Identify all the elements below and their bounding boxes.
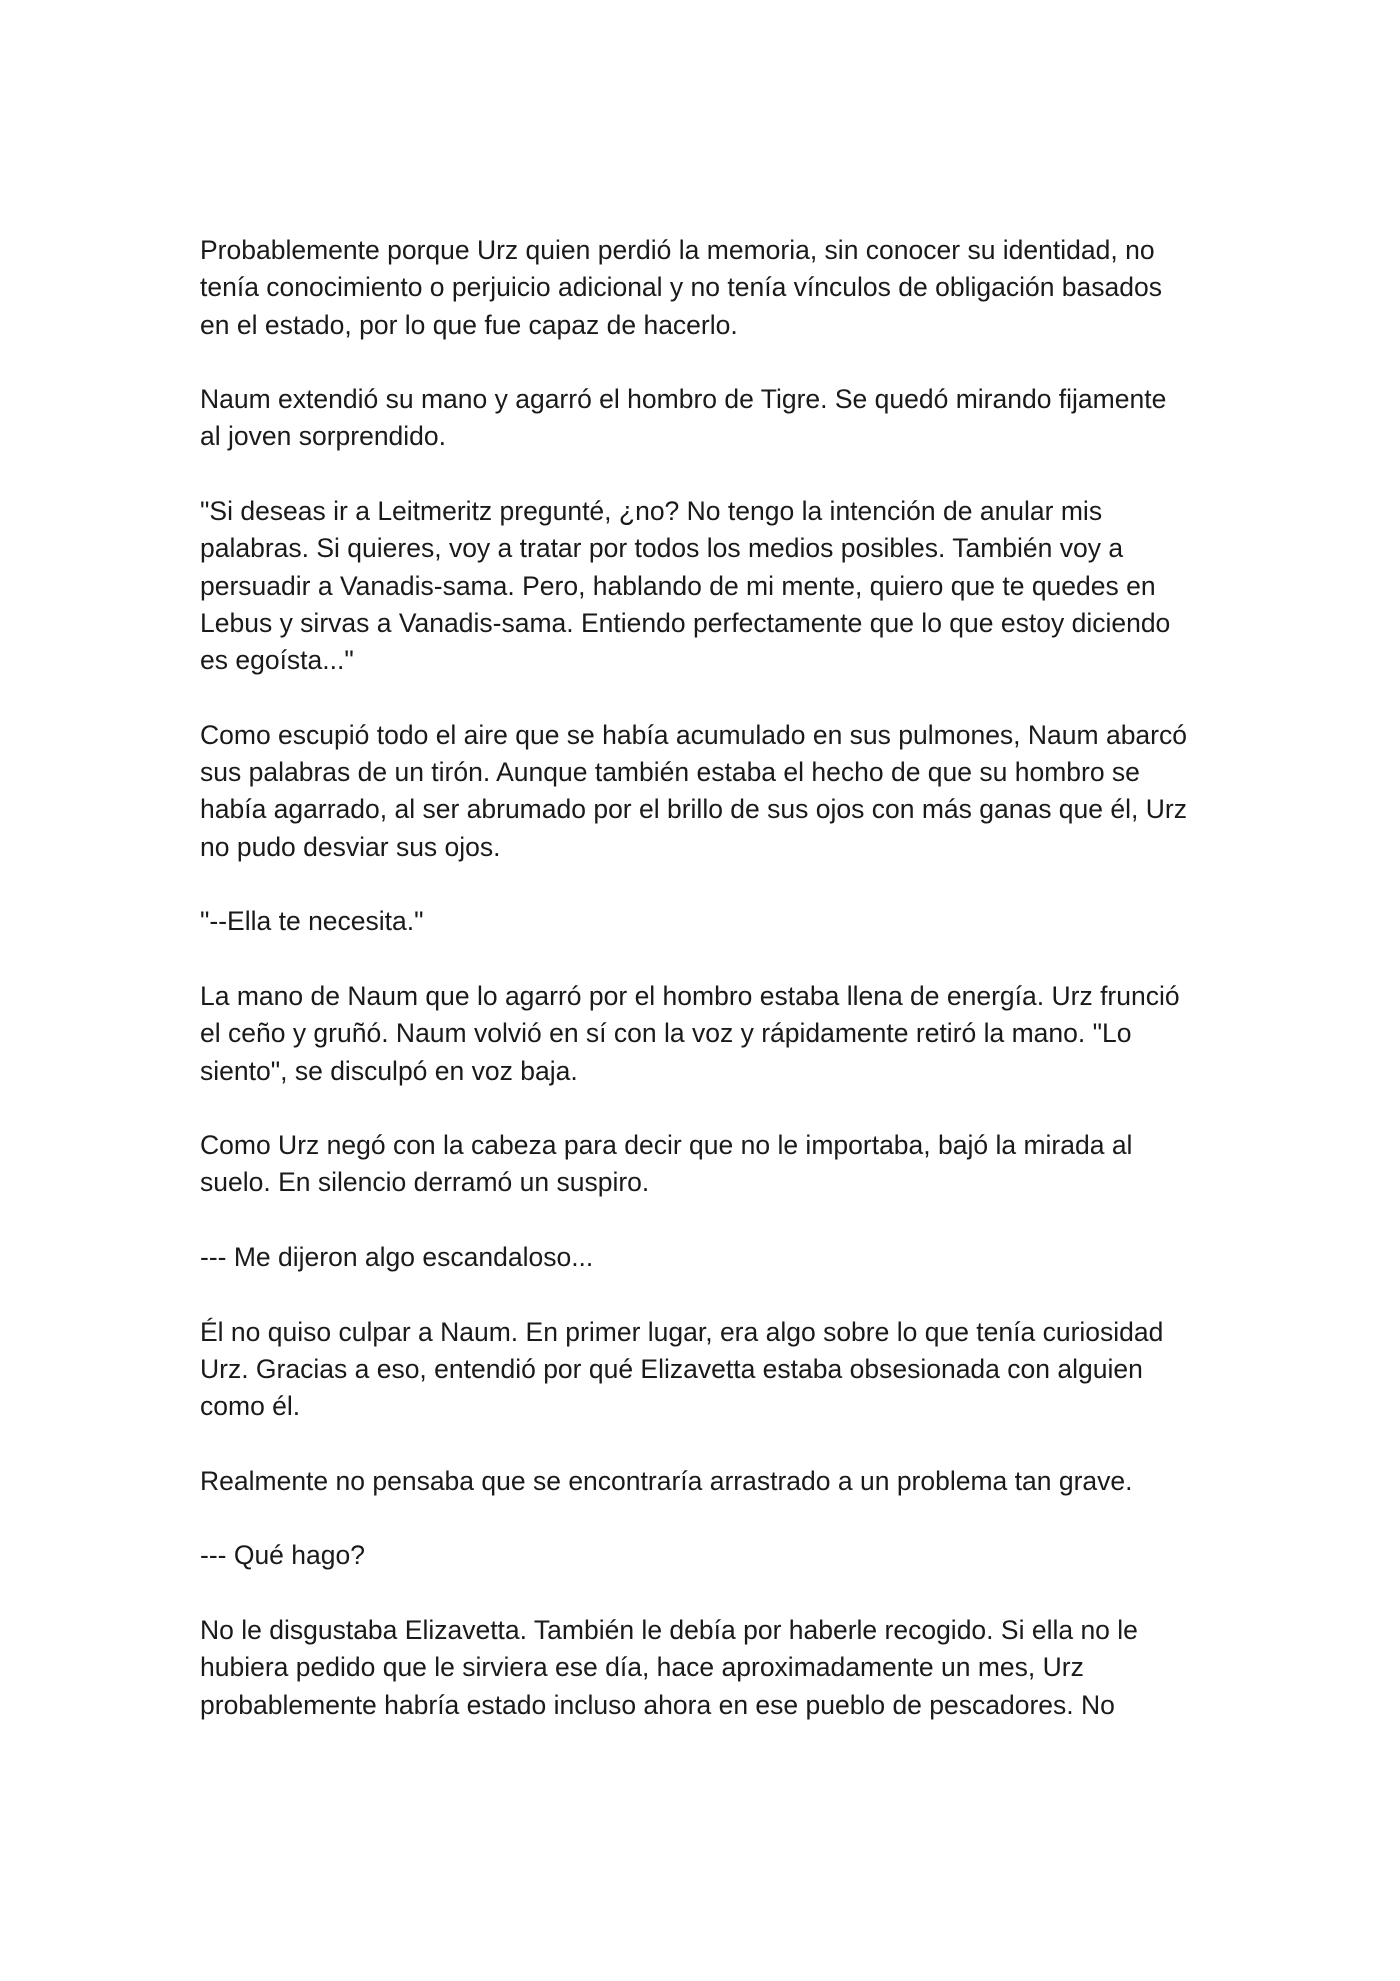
paragraph-10: Realmente no pensaba que se encontraría arrastrado a un problema tan grave. [200, 1465, 1133, 1496]
paragraph-1: Probablemente porque Urz quien perdió la memoria, sin conocer su identidad, no tenía conocimiento o perjuicio adicional y no tenía vínculos de obligación basados en el estado, por lo que fue capaz de hacerlo. [200, 235, 1162, 340]
paragraph-5: "--Ella te necesita." [200, 906, 424, 937]
document-body [200, 232, 1190, 1761]
paragraph-9: Él no quiso culpar a Naum. En primer lugar, era algo sobre lo que tenía curiosidad Urz. Gracias a eso, entendió por qué Elizavetta estaba obsesionada con alguien como él. [200, 1316, 1164, 1422]
paragraph-2: Naum extendió su mano y agarró el hombro de Tigre. Se quedó mirando fijamente al joven sorprendido. [200, 384, 1167, 452]
paragraph-6: La mano de Naum que lo agarró por el hombro estaba llena de energía. Urz frunció el ceño y gruñó. Naum volvió en sí con la voz y rápidamente retiró la mano. "Lo siento", se disculpó en voz baja. [200, 980, 1180, 1086]
paragraph-8: --- Me dijeron algo escandaloso... [200, 1242, 594, 1273]
paragraph-3: "Si deseas ir a Leitmeritz pregunté, ¿no? No tengo la intención de anular mis palabras. Si quieres, voy a tratar por todos los medios posibles. También voy a persuadir a Vanadis-sama. Pero, hablando de mi mente, quiero que te quedes en Lebus y sirvas a Vanadis-sama. Entiendo perfectamente que lo que estoy diciendo es egoísta..." [200, 496, 1171, 676]
paragraph-4: Como escupió todo el aire que se había acumulado en sus pulmones, Naum abarcó sus palabras de un tirón. Aunque también estaba el hecho de que su hombro se había agarrado, al ser abrumado por el brillo de sus ojos con más ganas que él, Urz no pudo desviar sus ojos. [200, 719, 1187, 862]
paragraph-11: --- Qué hago? [200, 1540, 365, 1571]
paragraph-12: No le disgustaba Elizavetta. También le debía por haberle recogido. Si ella no le hubiera pedido que le sirviera ese día, hace aproximadamente un mes, Urz probablemente habría estado incluso ahora en ese pueblo de pescadores. No [200, 1614, 1138, 1720]
paragraph-7: Como Urz negó con la cabeza para decir que no le importaba, bajó la mirada al suelo. En silencio derramó un suspiro. [200, 1130, 1133, 1198]
